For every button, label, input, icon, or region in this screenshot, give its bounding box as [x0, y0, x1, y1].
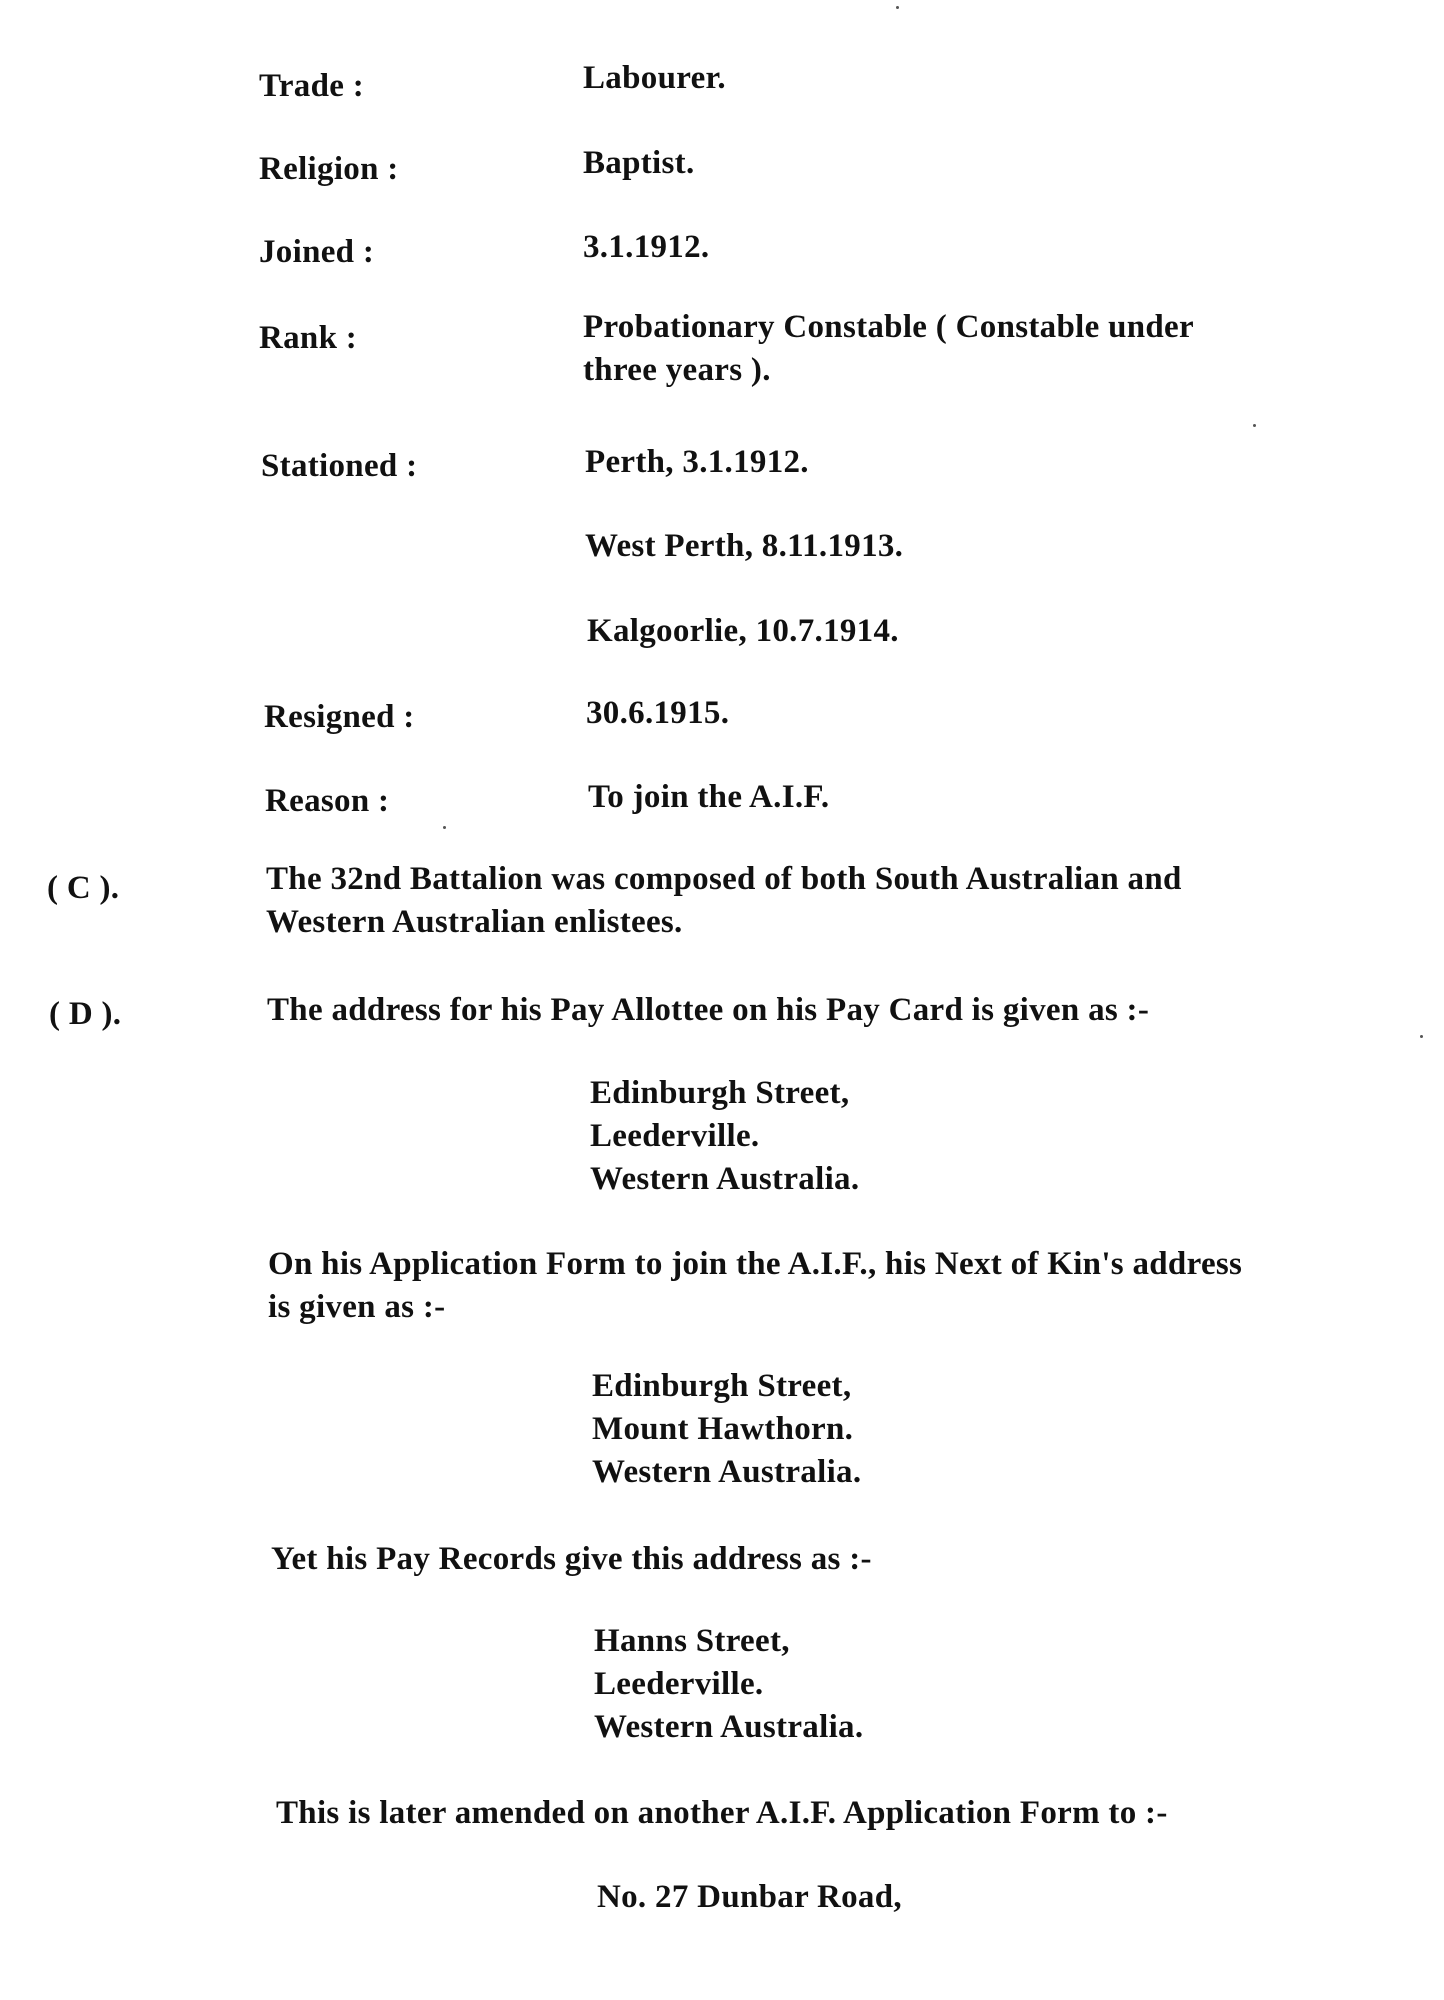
- note-c-line: Western Australian enlistees.: [266, 904, 683, 940]
- stationed-label: Stationed :: [261, 448, 418, 484]
- note-d-paragraph-2: [268, 1243, 1242, 1329]
- rank-label: Rank :: [259, 320, 358, 356]
- paragraph-line: On his Application Form to join the A.I.F., his Next of Kin's address: [268, 1246, 1243, 1282]
- scan-speck: [1420, 1035, 1423, 1038]
- joined-value: 3.1.1912.: [583, 229, 710, 265]
- paragraph-line: is given as :-: [268, 1289, 446, 1325]
- note-c-text: [266, 858, 1182, 944]
- address-2: [592, 1365, 861, 1494]
- scan-speck: [443, 826, 446, 829]
- rank-value-line: three years ).: [583, 352, 771, 388]
- scan-speck: [896, 6, 899, 9]
- reason-label: Reason :: [265, 783, 390, 819]
- trade-value: Labourer.: [583, 60, 726, 96]
- note-d-paragraph-3: Yet his Pay Records give this address as :-: [271, 1541, 872, 1577]
- stationed-value-2: West Perth, 8.11.1913.: [585, 528, 904, 564]
- address-line: Leederville.: [594, 1666, 764, 1702]
- address-4: No. 27 Dunbar Road,: [597, 1879, 902, 1915]
- address-line: Edinburgh Street,: [590, 1075, 850, 1111]
- rank-value: [583, 306, 1194, 392]
- note-d-intro: The address for his Pay Allottee on his Pay Card is given as :-: [267, 992, 1150, 1028]
- joined-label: Joined :: [259, 234, 375, 270]
- address-line: Western Australia.: [594, 1709, 864, 1745]
- stationed-value-1: Perth, 3.1.1912.: [585, 444, 809, 480]
- address-3: [594, 1620, 863, 1749]
- rank-value-line: Probationary Constable ( Constable under: [583, 309, 1194, 345]
- resigned-value: 30.6.1915.: [586, 695, 730, 731]
- address-line: Western Australia.: [592, 1454, 862, 1490]
- address-line: Hanns Street,: [594, 1623, 790, 1659]
- scan-speck: [1253, 424, 1256, 427]
- stationed-value-3: Kalgoorlie, 10.7.1914.: [587, 613, 899, 649]
- note-c-marker: ( C ).: [47, 870, 120, 906]
- note-c-line: The 32nd Battalion was composed of both South Australian and: [266, 861, 1182, 897]
- address-line: Leederville.: [590, 1118, 760, 1154]
- religion-value: Baptist.: [583, 145, 695, 181]
- resigned-label: Resigned :: [264, 699, 415, 735]
- note-d-marker: ( D ).: [49, 996, 122, 1032]
- trade-label: Trade :: [259, 68, 365, 104]
- religion-label: Religion :: [259, 151, 399, 187]
- address-line: Edinburgh Street,: [592, 1368, 852, 1404]
- address-1: [590, 1072, 859, 1201]
- note-d-paragraph-4: This is later amended on another A.I.F. Application Form to :-: [276, 1795, 1168, 1831]
- address-line: Mount Hawthorn.: [592, 1411, 854, 1447]
- reason-value: To join the A.I.F.: [588, 779, 830, 815]
- address-line: Western Australia.: [590, 1161, 860, 1197]
